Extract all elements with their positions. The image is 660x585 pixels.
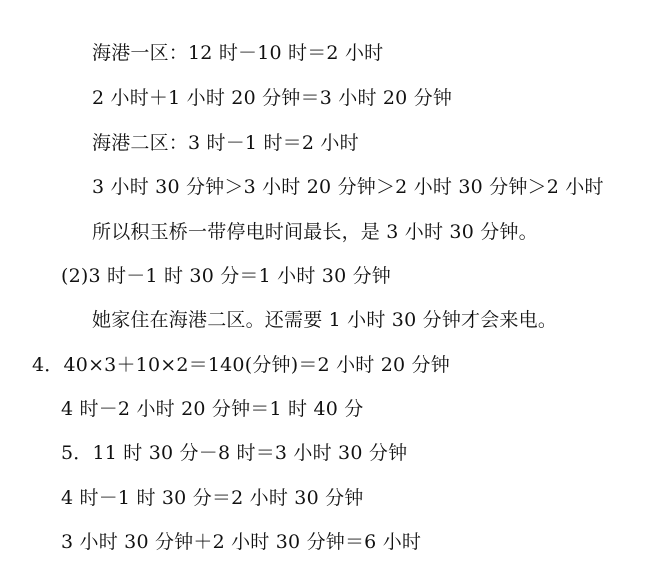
text-line-haigang-zone1: 海港一区：12 时－10 时＝2 小时 <box>92 42 384 64</box>
text-line-part2-calc: (2)3 时－1 时 30 分＝1 小时 30 分钟 <box>61 265 392 287</box>
text-line-q4-calc: 4．40×3＋10×2＝140(分钟)＝2 小时 20 分钟 <box>32 354 450 376</box>
text-line-comparison: 3 小时 30 分钟＞3 小时 20 分钟＞2 小时 30 分钟＞2 小时 <box>92 176 604 198</box>
text-line-q4-answer: 4 时－2 小时 20 分钟＝1 时 40 分 <box>61 398 364 420</box>
text-line-q5-total: 3 小时 30 分钟＋2 小时 30 分钟＝6 小时 <box>61 531 422 553</box>
text-line-haigang-zone2: 海港二区：3 时－1 时＝2 小时 <box>92 132 359 154</box>
text-line-q5-calc: 5．11 时 30 分－8 时＝3 小时 30 分钟 <box>61 442 408 464</box>
text-line-conclusion: 所以积玉桥一带停电时间最长，是 3 小时 30 分钟。 <box>92 221 538 243</box>
text-line-part2-answer: 她家住在海港二区。还需要 1 小时 30 分钟才会来电。 <box>92 309 558 331</box>
text-line-zone1-total: 2 小时＋1 小时 20 分钟＝3 小时 20 分钟 <box>92 87 453 109</box>
text-line-q5-step2: 4 时－1 时 30 分＝2 小时 30 分钟 <box>61 487 364 509</box>
